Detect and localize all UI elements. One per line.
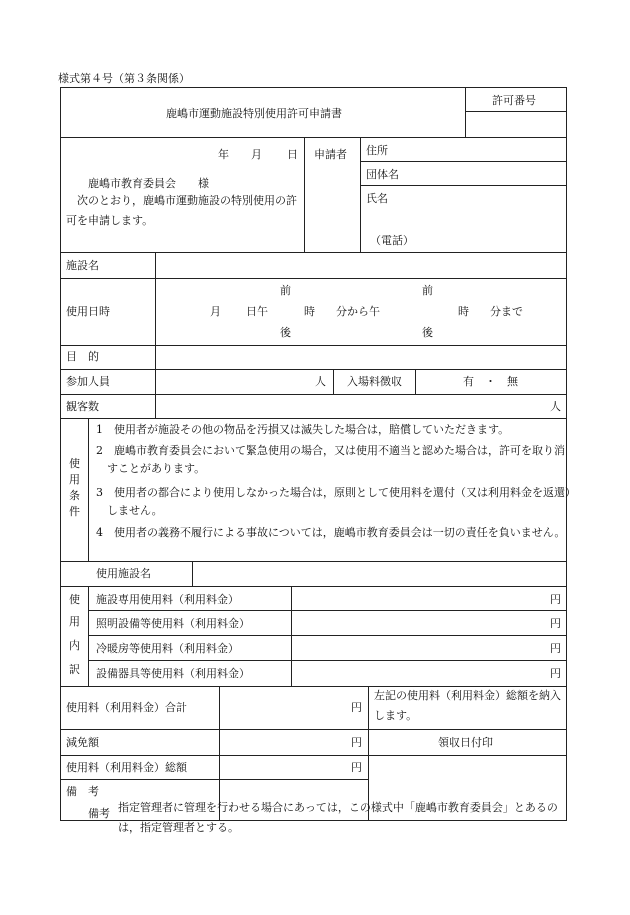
subtotal-label: 使用料（利用料金）合計 (66, 701, 187, 714)
fee-row-label: 施設専用使用料（利用料金） (96, 593, 239, 606)
permit-number-field[interactable] (467, 112, 565, 136)
form-number-label: 様式第４号（第３条関係） (58, 72, 190, 85)
datetime-day-noon: 日午 (246, 305, 268, 318)
address-field[interactable] (392, 142, 564, 160)
fee-row-3-bottom (88, 660, 567, 661)
participants-divider (333, 369, 334, 394)
header-divider (465, 87, 466, 137)
footnote-label: 備考 (88, 807, 110, 820)
total-label: 使用料（利用料金）総額 (66, 761, 187, 774)
spectators-label: 観客数 (66, 400, 99, 413)
reduction-field[interactable] (221, 731, 347, 753)
group-name-field[interactable] (404, 166, 564, 184)
header-bottom-line (60, 137, 567, 138)
subtotal-bottom (60, 729, 567, 730)
date-month: 月 (251, 148, 262, 161)
fee-row-unit: 円 (550, 667, 561, 680)
subtotal-unit: 円 (351, 701, 362, 714)
datetime-month: 月 (210, 305, 221, 318)
fee-row-label: 設備器具等使用料（利用料金） (96, 667, 250, 680)
applicant-fields-divider (360, 137, 361, 252)
purpose-field[interactable] (157, 347, 565, 367)
remarks-label: 備 考 (66, 785, 99, 798)
fee-row-label: 照明設備等使用料（利用料金） (96, 617, 250, 630)
frame-left-line (60, 87, 61, 821)
conditions-label-char: 件 (69, 505, 80, 518)
fee-row-2-bottom (88, 635, 567, 636)
payment-note: 左記の使用料（利用料金）総額を納入します。 (374, 689, 561, 722)
receipt-label-bottom (368, 755, 566, 756)
group-name-label: 団体名 (366, 168, 399, 181)
request-text: 次のとおり，鹿嶋市運動施設の特別使用の許可を申請します。 (66, 194, 297, 227)
total-field[interactable] (221, 757, 347, 777)
fee-row-unit: 円 (550, 642, 561, 655)
usage-label-char: 使 (69, 593, 80, 606)
condition-item: 1 使用者が施設その他の物品を汚損又は滅失した場合は，賠償していただきます。 (96, 423, 510, 436)
usage-label-char: 用 (69, 615, 80, 628)
admission-divider (415, 369, 416, 394)
end-am-mark: 前 (422, 284, 433, 297)
footnote-text: 指定管理者に管理を行わせる場合にあっては，この様式中「鹿嶋市教育委員会」とあるのは，指定管理者とする。 (118, 801, 558, 834)
reduction-unit: 円 (351, 736, 362, 749)
fee-amount-field[interactable] (293, 612, 543, 633)
address-label: 住所 (366, 144, 388, 157)
applicant-label: 申請者 (314, 148, 347, 161)
group-divider (360, 185, 567, 186)
usage-label-char: 内 (69, 639, 80, 652)
fee-row-unit: 円 (550, 593, 561, 606)
participants-field[interactable] (157, 371, 311, 392)
fee-row-unit: 円 (550, 617, 561, 630)
used-facility-bottom (60, 586, 567, 587)
end-hour: 時 (458, 305, 469, 318)
receipt-stamp-label: 領収日付印 (438, 736, 493, 749)
conditions-label-char: 使 (69, 457, 80, 470)
start-hour: 時 (304, 305, 315, 318)
participants-label: 参加人員 (66, 375, 110, 388)
applicant-bottom-line (60, 252, 567, 253)
frame-top-line (60, 87, 567, 88)
fee-row-label: 冷暖房等使用料（利用料金） (96, 642, 239, 655)
total-unit: 円 (351, 761, 362, 774)
facility-name-label: 施設名 (66, 259, 99, 272)
usage-label-divider (88, 586, 89, 686)
fee-amount-field[interactable] (293, 637, 543, 658)
reduction-bottom (60, 755, 368, 756)
from-noon: 分から午 (336, 305, 380, 318)
condition-item: 3 使用者の都合により使用しなかった場合は，原則として使用料を還付（又は利用料金を返還）しません。 (96, 486, 571, 517)
start-am-mark: 前 (280, 284, 291, 297)
minute-until: 分まで (490, 305, 523, 318)
purpose-label: 目 的 (66, 350, 99, 363)
subtotal-field[interactable] (221, 688, 347, 727)
addressee: 鹿嶋市教育委員会 様 (88, 177, 209, 190)
datetime-bottom (60, 345, 567, 346)
admission-label: 入場料徴収 (347, 375, 402, 388)
conditions-label-divider (88, 418, 89, 561)
participants-bottom (60, 394, 567, 395)
participants-unit: 人 (315, 375, 326, 388)
used-facility-label: 使用施設名 (96, 567, 151, 580)
form-title: 鹿嶋市運動施設特別使用許可申請書 (166, 107, 342, 120)
end-pm-mark: 後 (422, 326, 433, 339)
date-year: 年 (218, 148, 229, 161)
usage-label-char: 訳 (69, 663, 80, 676)
spectators-bottom (60, 418, 567, 419)
permit-number-label: 許可番号 (492, 94, 536, 107)
datetime-label: 使用日時 (66, 305, 110, 318)
condition-item: 2 鹿嶋市教育委員会において緊急使用の場合，又は使用不適当と認めた場合は，許可を取り消すことがあります。 (96, 444, 565, 475)
spectators-unit: 人 (550, 400, 561, 413)
start-pm-mark: 後 (280, 326, 291, 339)
condition-item: 4 使用者の義務不履行による事故については，鹿嶋市教育委員会は一切の責任を負いません。 (96, 526, 566, 539)
fee-amount-divider (291, 586, 292, 686)
spectators-field[interactable] (157, 396, 547, 416)
conditions-bottom (60, 561, 567, 562)
fee-row-1-bottom (88, 610, 567, 611)
conditions-label-char: 条 (69, 489, 80, 502)
date-applicant-divider (304, 137, 305, 252)
facility-name-field[interactable] (157, 254, 565, 276)
name-label: 氏名 (366, 192, 388, 205)
date-day: 日 (287, 148, 298, 161)
name-field[interactable] (392, 190, 564, 226)
reduction-label: 減免額 (66, 736, 99, 749)
admission-yes-no[interactable]: 有 ・ 無 (463, 375, 518, 388)
purpose-bottom (60, 369, 567, 370)
fee-amount-field[interactable] (293, 588, 543, 608)
address-divider (360, 161, 567, 162)
total-bottom (60, 779, 368, 780)
used-facility-field[interactable] (194, 563, 564, 584)
facility-name-bottom (60, 278, 567, 279)
conditions-label-char: 用 (69, 473, 80, 486)
phone-label: （電話） (370, 234, 414, 247)
fee-amount-field[interactable] (293, 662, 543, 684)
used-facility-divider (192, 561, 193, 586)
